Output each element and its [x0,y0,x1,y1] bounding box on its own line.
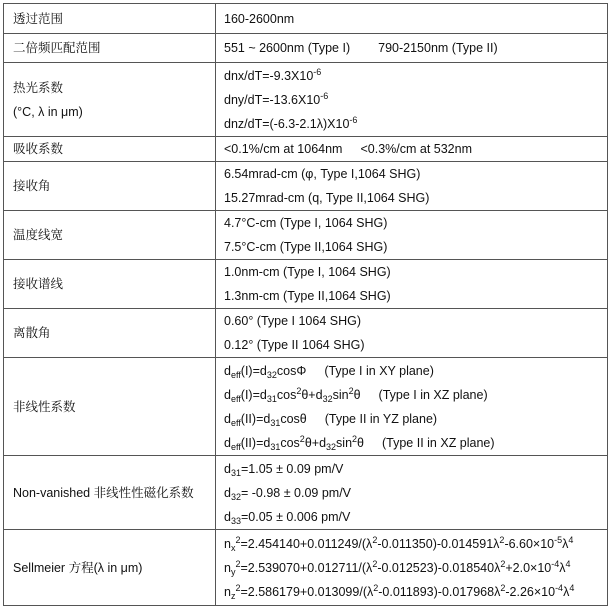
property-label: 温度线宽 [4,211,216,260]
table-row [4,137,608,162]
property-value: $n_x^2=2.454140+0.011249/(\lambda^2-0.011350)-0.014591\lambda^2-6.60\times 10^{-5}\lambda^4$ $n_y^2=2.539070+0.012711/(\lambda^2-0.012523)-0.018540\lambda^2+2.0\times 10^{-4}\lambda^4$ $n_z^2=2.586179+0.013099/(\lambda^2-0.011893)-0.017968\lambda^2-2.26\times 10^{-4}\lambda^4$ [216,530,608,606]
property-value: dnx/$dT=-9.3X10^{-6}$ dny/$dT=-13.6X10^{-6}$ dnz/$dT=(-6.3-2.1\lambda)X10^{-6}$ [216,63,608,137]
property-value: $d_{eff}(I)=d_{32}\cos\Phi$ (Type I in XY plane) $d_{eff}(I)=d_{31}\cos^2\theta+d_{32}\sin^2\theta$ (Type I in XZ plane) $d_{eff}(II)=d_{31}\cos\theta$ (Type II in YZ plane) $d_{eff}(II)=d_{31}\cos^2\theta+d_{32}\sin^2\theta$ (Type II in XZ plane) [216,358,608,456]
property-label: Sellmeier 方程(λ in μm) [4,530,216,606]
table-row [4,530,608,606]
property-label: 二倍频匹配范围 [4,34,216,63]
table-row [4,34,608,63]
property-label: 透过范围 [4,4,216,34]
property-label: Non-vanished 非线性性磁化系数 [4,456,216,530]
property-value: 0.60° (Type I 1064 SHG) 0.12° (Type II 1064 SHG) [216,309,608,358]
property-value: 551 ~ 2600nm (Type I) 790-2150nm (Type II) [216,34,608,63]
table-row [4,211,608,260]
table-row [4,456,608,530]
table-row [4,63,608,137]
property-label: 接收角 [4,162,216,211]
property-value: 160-2600nm [216,4,608,34]
table-row [4,162,608,211]
property-value: 6.54mrad-cm (φ, Type I,1064 SHG) 15.27mrad-cm (q, Type II,1064 SHG) [216,162,608,211]
table-row [4,358,608,456]
table-row [4,260,608,309]
property-value: 4.7°C-cm (Type I, 1064 SHG) 7.5°C-cm (Type II,1064 SHG) [216,211,608,260]
property-label: 非线性系数 [4,358,216,456]
property-value: $d_{31}=1.05 \pm 0.09$ pm/V $d_{32}= -0.98 \pm 0.09$ pm/V $d_{33}=0.05 \pm 0.006$ pm/V [216,456,608,530]
property-label: 接收谱线 [4,260,216,309]
property-label: 吸收系数 [4,137,216,162]
table-row [4,4,608,34]
table-row [4,309,608,358]
crystal-properties-table [3,3,608,606]
property-label: 离散角 [4,309,216,358]
property-value: 1.0nm-cm (Type I, 1064 SHG) 1.3nm-cm (Type II,1064 SHG) [216,260,608,309]
property-label: 热光系数 (°C, λ in μm) [4,63,216,137]
property-value: <0.1%/cm at 1064nm <0.3%/cm at 532nm [216,137,608,162]
